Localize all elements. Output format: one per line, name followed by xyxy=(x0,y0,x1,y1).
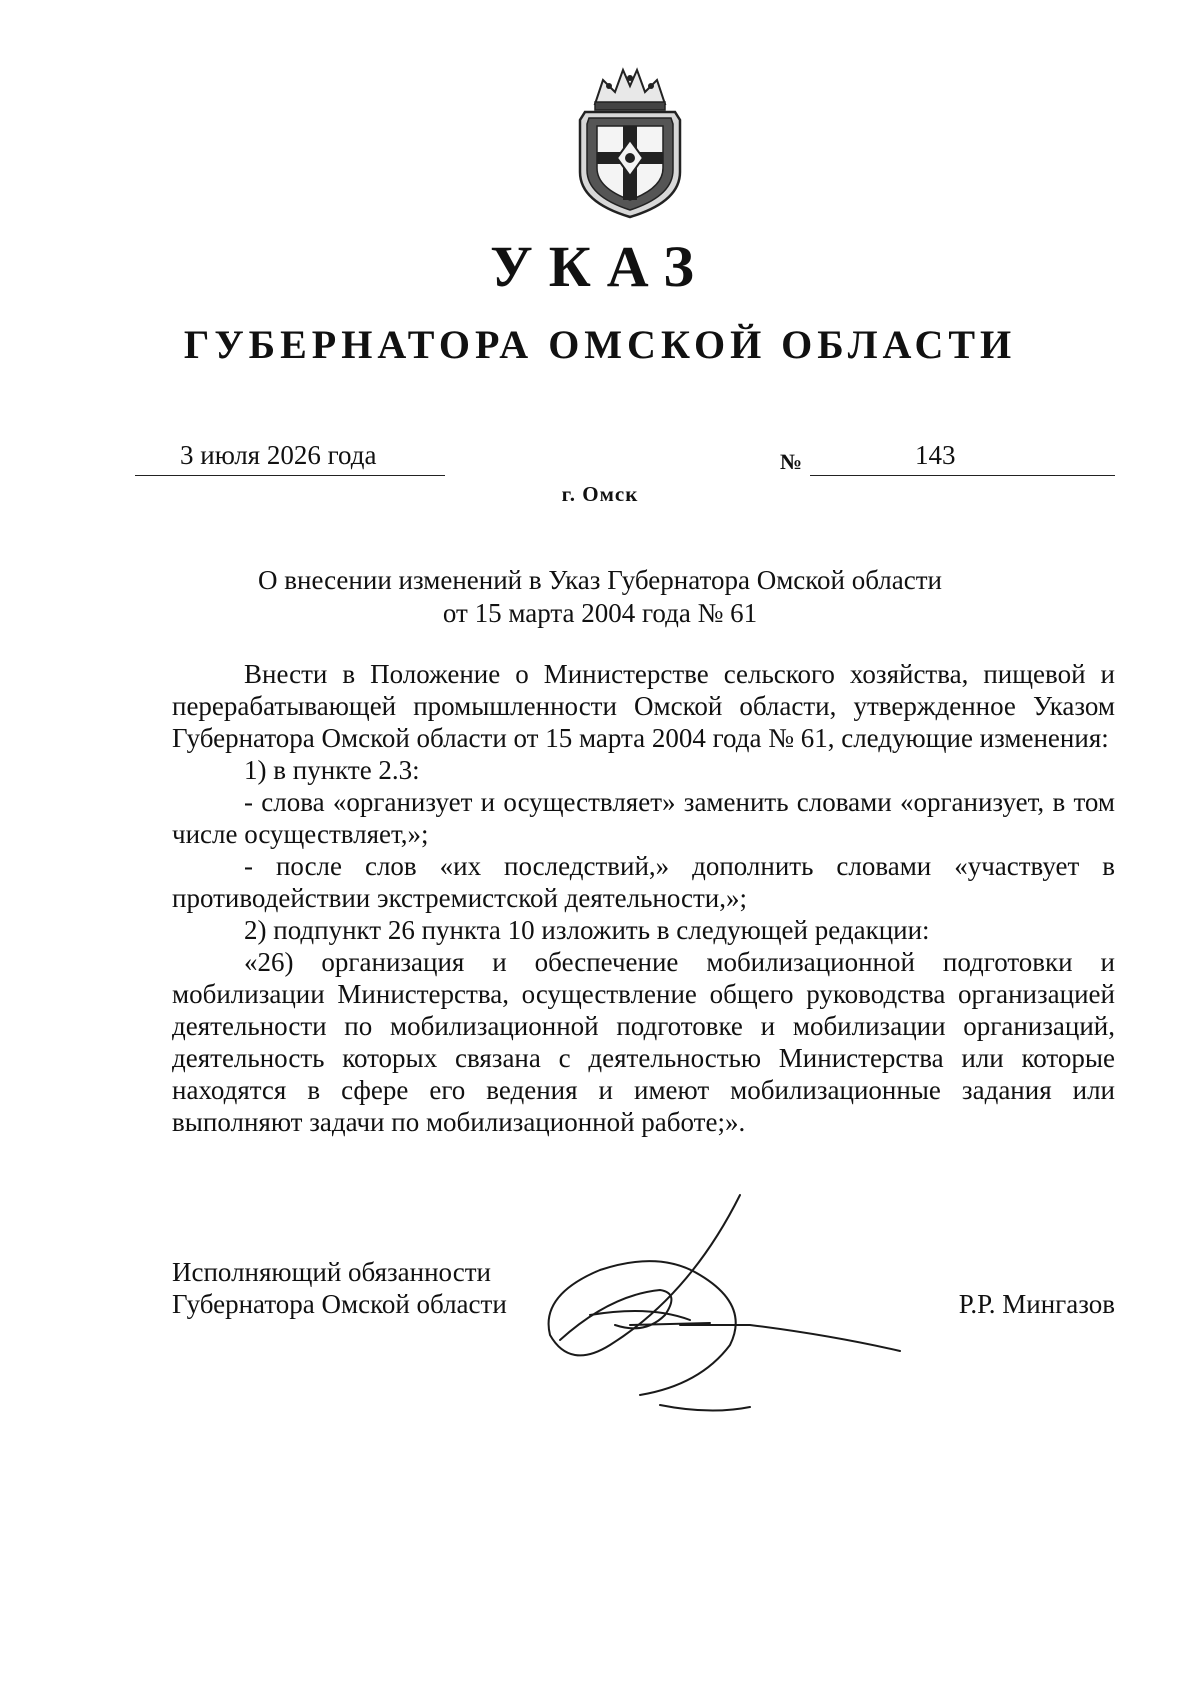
body-paragraph: - слова «организует и осуществляет» заменить словами «организует, в том числе осуществляет,»; xyxy=(172,787,1115,849)
body-paragraph: 1) в пункте 2.3: xyxy=(244,755,420,785)
number-sign: № xyxy=(780,449,803,474)
document-subtitle: ГУБЕРНАТОРА ОМСКОЙ ОБЛАСТИ xyxy=(183,322,1017,367)
body-paragraph: 2) подпункт 26 пункта 10 изложить в следующей редакции: xyxy=(244,915,930,945)
position-line-2: Губернатора Омской области xyxy=(172,1289,507,1319)
body-paragraph: - после слов «их последствий,» дополнить словами «участвует в противодействии экстремистской деятельности,»; xyxy=(172,851,1115,913)
signatory-name: Р.Р. Мингазов xyxy=(958,1289,1115,1319)
document-number: 143 xyxy=(915,440,956,470)
handwritten-signature xyxy=(450,1175,950,1415)
heading-line-2: от 15 марта 2004 года № 61 xyxy=(442,598,758,628)
document-heading xyxy=(0,564,1200,630)
document-body xyxy=(172,658,1115,1138)
document-date: 3 июля 2026 года xyxy=(180,440,377,470)
number-field xyxy=(810,433,1115,476)
document-title: УКАЗ xyxy=(490,234,710,299)
date-field xyxy=(135,433,445,476)
heading-line-1: О внесении изменений в Указ Губернатора Омской области xyxy=(258,565,942,595)
position-line-1: Исполняющий обязанности xyxy=(172,1257,491,1287)
body-paragraph: Внести в Положение о Министерстве сельского хозяйства, пищевой и перерабатывающей промышленности Омской области, утвержденное Указом Губернатора Омской области от 15 марта 2004 года № 61, следующие изменения: xyxy=(172,659,1115,753)
document-city: г. Омск xyxy=(561,482,639,506)
body-paragraph: «26) организация и обеспечение мобилизационной подготовки и мобилизации Министерства, осуществление общего руководства организацией деятельности по мобилизационной подготовке и мобилизации организаций, деятельность которых связана с деятельностью Министерства или которые находятся в сфере его ведения и имеют мобилизационные задания или выполняют задачи по мобилизационной работе;». xyxy=(172,947,1115,1137)
coat-of-arms-icon xyxy=(565,62,695,222)
